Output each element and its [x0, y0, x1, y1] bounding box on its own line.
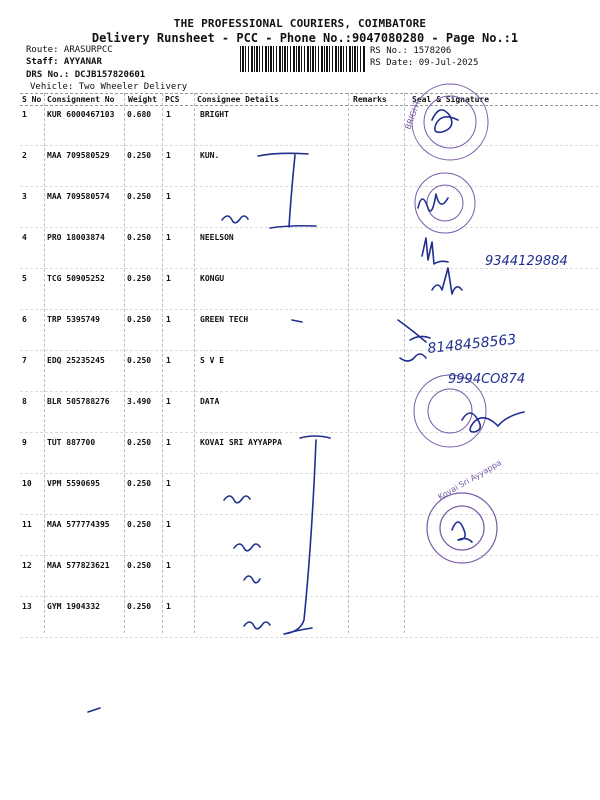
- col-divider: [348, 93, 349, 633]
- row-weight: 3.490: [127, 397, 152, 406]
- row-consignment: TRP 5395749: [47, 315, 100, 324]
- row-consignment: VPM 5590695: [47, 479, 100, 488]
- row-divider: [20, 514, 598, 515]
- ditto-mark-1: [222, 216, 248, 223]
- row-pcs: 1: [166, 356, 171, 365]
- row-consignment: MAA 577774395: [47, 520, 110, 529]
- barcode: [240, 46, 365, 72]
- phone-note-2: 8148458563: [426, 331, 518, 357]
- row-consignee: KUN.: [200, 151, 220, 160]
- row-weight: 0.250: [127, 192, 152, 201]
- row-consignee: DATA: [200, 397, 220, 406]
- row-divider: [20, 145, 598, 146]
- row-sno: 4: [22, 233, 27, 242]
- row-sno: 5: [22, 274, 27, 283]
- row-consignment: MAA 577823621: [47, 561, 110, 570]
- table-header-rule: [20, 105, 598, 106]
- row-consignee: S V E: [200, 356, 225, 365]
- row-pcs: 1: [166, 520, 171, 529]
- row-weight: 0.250: [127, 520, 152, 529]
- stamp-9: [427, 493, 497, 563]
- row-divider: [20, 268, 598, 269]
- rs-date: RS Date: 09-Jul-2025: [370, 58, 479, 68]
- signature-6: [398, 320, 430, 342]
- staff-field: Staff: AYYANAR: [26, 57, 102, 67]
- row-pcs: 1: [166, 192, 171, 201]
- row-consignment: TUT 887700: [47, 438, 96, 447]
- row-pcs: 1: [166, 479, 171, 488]
- row-pcs: 1: [166, 233, 171, 242]
- row-consignee: BRIGHT: [200, 110, 229, 119]
- row-sno: 9: [22, 438, 27, 447]
- row-consignee: KOVAI SRI AYYAPPA: [200, 438, 282, 447]
- row-consignee: NEELSON: [200, 233, 234, 242]
- stamp-3: [415, 173, 475, 233]
- row-sno: 6: [22, 315, 27, 324]
- signature-9: [452, 522, 472, 542]
- col-divider: [124, 93, 125, 633]
- stamp-8: [414, 375, 486, 447]
- signature-4: [422, 238, 448, 264]
- row-weight: 0.250: [127, 356, 152, 365]
- row-divider: [20, 432, 598, 433]
- drs-number: DRS No.: DCJB157820601: [26, 70, 146, 80]
- row-divider: [20, 596, 598, 597]
- row-divider: [20, 473, 598, 474]
- col-header-sno: S No: [22, 95, 42, 104]
- row-pcs: 1: [166, 561, 171, 570]
- row-sno: 2: [22, 151, 27, 160]
- col-divider: [404, 93, 405, 633]
- ditto-bracket-1: [258, 153, 316, 228]
- row-weight: 0.250: [127, 479, 152, 488]
- row-pcs: 1: [166, 438, 171, 447]
- row-pcs: 1: [166, 110, 171, 119]
- col-divider: [162, 93, 163, 633]
- row-consignment: EDQ 25235245: [47, 356, 105, 365]
- row-consignment: MAA 709580529: [47, 151, 110, 160]
- row-consignee: GREEN TECH: [200, 315, 249, 324]
- col-header-consignment: Consignment No: [47, 95, 115, 104]
- row-divider: [20, 309, 598, 310]
- row-pcs: 1: [166, 602, 171, 611]
- row-divider: [20, 350, 598, 351]
- row-divider: [20, 555, 598, 556]
- phone-note-1: 9344129884: [485, 254, 568, 269]
- row-divider: [20, 637, 598, 638]
- row-sno: 1: [22, 110, 27, 119]
- row-sno: 8: [22, 397, 27, 406]
- vehicle-field: Vehicle: Two Wheeler Delivery: [30, 82, 188, 92]
- row-consignment: GYM 1904332: [47, 602, 100, 611]
- row-pcs: 1: [166, 151, 171, 160]
- stamp-text-9: Kovai Sri Ayyappa: [436, 458, 504, 502]
- row-sno: 3: [22, 192, 27, 201]
- signature-5: [432, 268, 462, 294]
- ditto-mark-12: [244, 576, 260, 583]
- signature-1: [432, 110, 458, 132]
- col-divider: [44, 93, 45, 633]
- row-consignment: PRO 18003874: [47, 233, 105, 242]
- row-divider: [20, 227, 598, 228]
- ditto-mark-10: [224, 496, 250, 503]
- row-weight: 0.680: [127, 110, 152, 119]
- row-divider: [20, 186, 598, 187]
- row-sno: 10: [22, 479, 32, 488]
- table-top-rule: [20, 93, 598, 94]
- row-weight: 0.250: [127, 561, 152, 570]
- row-weight: 0.250: [127, 438, 152, 447]
- stamp-text-1: BRIGHT: [403, 98, 423, 131]
- row-consignee: KONGU: [200, 274, 225, 283]
- stray-mark: [88, 708, 100, 712]
- page-subtitle: Delivery Runsheet - PCC - Phone No.:9047080280 - Page No.:1: [91, 31, 519, 45]
- row-consignment: MAA 709580574: [47, 192, 110, 201]
- row-sno: 13: [22, 602, 32, 611]
- rs-number: RS No.: 1578206: [370, 46, 452, 56]
- row-sno: 11: [22, 520, 32, 529]
- signature-8: [462, 412, 524, 432]
- route-field: Route: ARASURPCC: [26, 45, 113, 55]
- row-weight: 0.250: [127, 151, 152, 160]
- row-weight: 0.250: [127, 233, 152, 242]
- col-divider: [194, 93, 195, 633]
- col-header-weight: Weight: [128, 95, 157, 104]
- row-sno: 7: [22, 356, 27, 365]
- signature-3: [418, 194, 448, 211]
- row-sno: 12: [22, 561, 32, 570]
- row-pcs: 1: [166, 274, 171, 283]
- row-consignment: TCG 50905252: [47, 274, 105, 283]
- row-pcs: 1: [166, 315, 171, 324]
- row-consignment: BLR 505788276: [47, 397, 110, 406]
- dash-6: [292, 320, 302, 322]
- row-weight: 0.250: [127, 274, 152, 283]
- row-weight: 0.250: [127, 315, 152, 324]
- col-header-seal: Seal & Signature: [412, 95, 490, 104]
- page-title: THE PROFESSIONAL COURIERS, COIMBATORE: [173, 17, 427, 30]
- ditto-bracket-2: [284, 436, 330, 634]
- row-weight: 0.250: [127, 602, 152, 611]
- col-header-consignee: Consignee Details: [197, 95, 279, 104]
- col-header-remarks: Remarks: [353, 95, 387, 104]
- row-consignment: KUR 6000467103: [47, 110, 115, 119]
- ditto-mark-13: [244, 622, 270, 629]
- ditto-mark-11: [234, 544, 260, 551]
- row-divider: [20, 391, 598, 392]
- row-pcs: 1: [166, 397, 171, 406]
- phone-note-3: 9994CO874: [448, 372, 526, 387]
- col-header-pcs: PCS: [165, 95, 180, 104]
